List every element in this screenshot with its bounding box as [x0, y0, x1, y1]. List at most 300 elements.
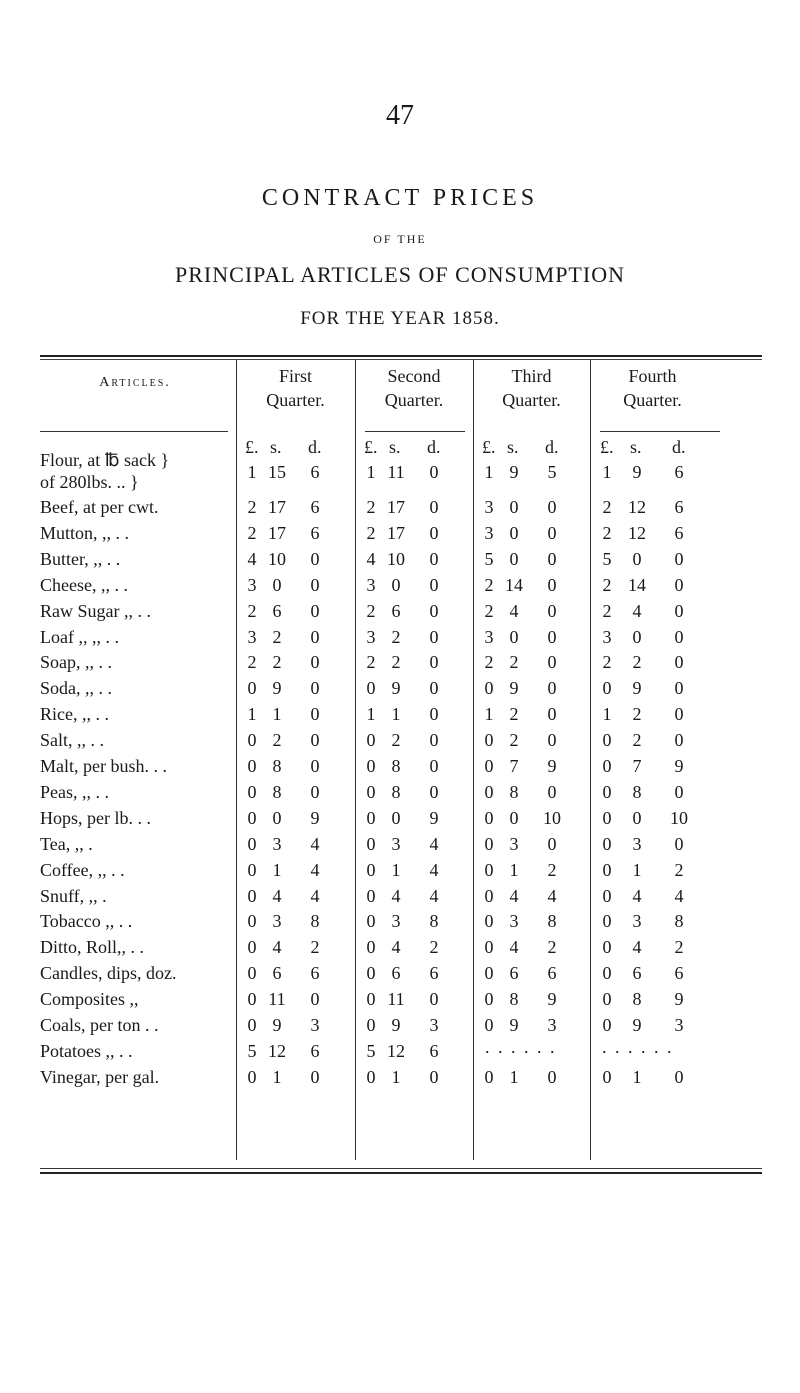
page-number: 47: [386, 100, 414, 131]
quarter-header-line2: Quarter.: [623, 390, 682, 410]
unit-label: d.: [672, 437, 686, 457]
price-cell: 0: [310, 1066, 320, 1087]
price-cell: 4: [509, 600, 519, 621]
row-label-continued: of 280lbs. .. }: [40, 472, 139, 492]
price-cell: 0: [366, 1015, 376, 1035]
price-cell: 9: [674, 756, 684, 776]
price-cell: 0: [547, 1066, 557, 1087]
price-cell: 9: [509, 462, 519, 482]
quarter-header-rule: [365, 431, 465, 432]
price-cell: 1: [272, 1066, 282, 1087]
price-cell: 4: [391, 937, 401, 958]
price-cell: 0: [632, 807, 642, 828]
price-cell: 0: [547, 600, 557, 621]
price-cell: 6: [429, 1040, 439, 1061]
price-cell: 0: [484, 859, 494, 880]
price-cell: 0: [632, 626, 642, 647]
price-cell: 4: [391, 885, 401, 906]
price-cell: 2: [272, 652, 282, 673]
price-cell: 2: [484, 600, 494, 621]
price-cell: 0: [310, 652, 320, 673]
price-cell: 9: [547, 989, 557, 1010]
title-contract-prices: CONTRACT PRICES: [261, 185, 539, 211]
price-cell: 14: [628, 574, 646, 595]
price-cell: 0: [674, 574, 684, 595]
price-cell: 2: [632, 704, 642, 725]
unit-label: £.: [245, 437, 259, 457]
price-cell: 0: [366, 1066, 376, 1087]
price-cell: 2: [391, 730, 401, 751]
price-cell: 3: [310, 1015, 320, 1035]
price-cell: 3: [632, 833, 642, 854]
price-cell: 11: [268, 989, 286, 1010]
quarter-header-line1: Third: [511, 366, 552, 386]
row-label: Hops, per lb. . .: [40, 807, 151, 828]
price-cell: 0: [310, 600, 320, 621]
price-cell: 0: [310, 781, 320, 802]
row-label: Candles, dips, doz.: [40, 963, 177, 984]
price-cell: 0: [247, 781, 257, 802]
price-cell: 2: [391, 652, 401, 673]
price-cell: 9: [632, 1015, 642, 1035]
price-cell: 0: [310, 548, 320, 569]
price-cell: 6: [310, 963, 320, 984]
articles-header-rule: [40, 431, 228, 432]
price-cell: 4: [632, 600, 642, 621]
price-cell: 0: [602, 859, 612, 880]
price-cell: 2: [484, 574, 494, 595]
price-cell: 1: [247, 704, 257, 725]
price-cell: 0: [247, 911, 257, 932]
row-label: Vinegar, per gal.: [40, 1066, 160, 1087]
price-cell: 0: [602, 730, 612, 751]
price-cell: 0: [272, 807, 282, 828]
price-cell: 0: [484, 730, 494, 751]
row-label: Peas, ,, . .: [40, 781, 109, 802]
unit-label: £.: [364, 437, 378, 457]
price-cell: 0: [674, 652, 684, 673]
price-cell: 2: [247, 497, 257, 517]
price-cell: 9: [509, 678, 519, 699]
price-cell: 0: [272, 574, 282, 595]
price-cell: 6: [547, 963, 557, 984]
price-cell: 1: [509, 859, 519, 880]
title-year: FOR THE YEAR 1858.: [300, 308, 500, 329]
price-cell: 0: [366, 911, 376, 932]
price-cell: 0: [391, 807, 401, 828]
price-cell: 0: [247, 730, 257, 751]
price-cell: 2: [632, 730, 642, 751]
price-cell: 0: [602, 885, 612, 906]
price-cell: 10: [543, 807, 561, 828]
price-cell: 11: [387, 462, 405, 482]
price-cell: 9: [391, 678, 401, 699]
price-cell: 4: [632, 885, 642, 906]
price-cell: 0: [366, 833, 376, 854]
table-bottom-rule-inner: [40, 1168, 762, 1169]
price-cell: 0: [602, 756, 612, 776]
price-cell: 2: [602, 574, 612, 595]
price-cell: 0: [484, 807, 494, 828]
unit-label: £.: [600, 437, 614, 457]
price-cell: 9: [391, 1015, 401, 1035]
price-cell: 1: [602, 704, 612, 725]
price-cell: 9: [632, 462, 642, 482]
price-cell: 3: [272, 833, 282, 854]
price-cell: 0: [674, 833, 684, 854]
price-cell: 2: [247, 600, 257, 621]
price-cell: 10: [670, 807, 688, 828]
price-cell: 8: [509, 989, 519, 1010]
price-cell: 1: [391, 704, 401, 725]
price-cell: 0: [247, 1066, 257, 1087]
price-cell: 0: [602, 937, 612, 958]
price-cell: 0: [484, 885, 494, 906]
price-cell: 3: [602, 626, 612, 647]
price-cell: 6: [674, 497, 684, 517]
price-cell: 3: [484, 522, 494, 543]
title-principal-articles: PRINCIPAL ARTICLES OF CONSUMPTION: [175, 262, 625, 287]
price-cell: 0: [366, 989, 376, 1010]
quarter-header: [590, 364, 715, 412]
price-cell: 0: [310, 756, 320, 776]
price-cell: 2: [247, 652, 257, 673]
row-label: Tea, ,, .: [40, 833, 93, 854]
price-cell: 2: [602, 600, 612, 621]
price-cell: 1: [366, 462, 376, 482]
price-cell: 0: [602, 678, 612, 699]
row-label: Ditto, Roll,, . .: [40, 937, 145, 958]
unit-label: s.: [270, 437, 282, 457]
price-cell: 17: [387, 497, 405, 517]
price-cell: 0: [366, 963, 376, 984]
price-cell: 0: [547, 522, 557, 543]
price-cell: 0: [429, 989, 439, 1010]
price-cell: 0: [484, 989, 494, 1010]
row-label: Cheese, ,, . .: [40, 574, 128, 595]
price-cell: 11: [387, 989, 405, 1010]
price-cell: 0: [247, 885, 257, 906]
price-cell: 9: [429, 807, 439, 828]
price-cell: 6: [632, 963, 642, 984]
price-cell: 0: [429, 730, 439, 751]
price-cell: 8: [509, 781, 519, 802]
row-label: Soda, ,, . .: [40, 678, 112, 699]
price-cell: 8: [310, 911, 320, 932]
price-cell: 1: [247, 462, 257, 482]
price-cell: 4: [674, 885, 684, 906]
price-cell: 0: [366, 885, 376, 906]
price-cell: 3: [547, 1015, 557, 1035]
price-cell: 0: [247, 756, 257, 776]
price-cell: 3: [391, 911, 401, 932]
price-cell: 6: [272, 963, 282, 984]
quarter-header: [473, 364, 590, 412]
price-cell: 0: [509, 497, 519, 517]
price-cell: 2: [310, 937, 320, 958]
price-cell: 3: [484, 626, 494, 647]
price-cell: 2: [674, 859, 684, 880]
price-cell: 14: [505, 574, 523, 595]
unit-label: s.: [389, 437, 401, 457]
price-cell: 0: [484, 756, 494, 776]
price-cell: 2: [602, 652, 612, 673]
row-label: Potatoes ,, . .: [40, 1040, 133, 1061]
price-cell: 0: [674, 626, 684, 647]
row-label: Soap, ,, . .: [40, 652, 112, 673]
price-cell: 0: [484, 1015, 494, 1035]
price-cell: 6: [391, 963, 401, 984]
price-cell: 1: [366, 704, 376, 725]
price-cell: 0: [602, 1066, 612, 1087]
price-cell: 0: [509, 548, 519, 569]
price-cell: 0: [247, 1015, 257, 1035]
price-cell: 10: [387, 548, 405, 569]
price-cell: 4: [509, 937, 519, 958]
price-cell: 0: [484, 1066, 494, 1087]
quarter-header: [355, 364, 473, 412]
quarter-header-line1: Second: [387, 366, 441, 386]
row-label: Loaf ,, ,, . .: [40, 626, 119, 647]
price-cell: 9: [632, 678, 642, 699]
price-cell: 3: [429, 1015, 439, 1035]
price-cell: 8: [632, 989, 642, 1010]
quarter-header-rule: [600, 431, 720, 432]
price-cell: 12: [387, 1040, 405, 1061]
price-cell: 0: [602, 781, 612, 802]
price-cell: 0: [509, 626, 519, 647]
price-cell: 4: [310, 885, 320, 906]
price-cell: 17: [387, 522, 405, 543]
price-cell: 0: [429, 600, 439, 621]
price-cell: 2: [366, 600, 376, 621]
price-cell: 0: [674, 1066, 684, 1087]
row-label: Flour, at ℔ sack }: [40, 450, 170, 470]
price-cell: 6: [674, 963, 684, 984]
price-cell: 0: [429, 678, 439, 699]
unit-label: d.: [545, 437, 559, 457]
price-cell: 0: [484, 937, 494, 958]
price-cell: 8: [272, 781, 282, 802]
price-cell: 0: [547, 833, 557, 854]
price-cell: 0: [674, 678, 684, 699]
price-cell: 0: [247, 989, 257, 1010]
price-cell: 1: [391, 859, 401, 880]
price-cell: 6: [674, 522, 684, 543]
column-divider: [590, 360, 591, 1160]
price-cell: 0: [366, 730, 376, 751]
price-cell: 0: [366, 756, 376, 776]
price-cell: 0: [247, 963, 257, 984]
price-cell: 0: [366, 859, 376, 880]
price-cell: 0: [429, 497, 439, 517]
price-cell: 7: [509, 756, 519, 776]
price-cell: 5: [484, 548, 494, 569]
price-cell: 0: [366, 781, 376, 802]
quarter-header-line1: Fourth: [628, 366, 677, 386]
price-cell: 4: [310, 833, 320, 854]
price-cell: 2: [366, 497, 376, 517]
title-of-the: OF THE: [373, 232, 427, 246]
price-cell: 1: [509, 1066, 519, 1087]
price-cell: 0: [602, 1015, 612, 1035]
price-cell: 0: [509, 522, 519, 543]
row-label: Coals, per ton . .: [40, 1015, 159, 1035]
price-cell: 0: [602, 963, 612, 984]
price-cell: 2: [547, 859, 557, 880]
price-cell: 0: [674, 781, 684, 802]
price-cell: 3: [247, 574, 257, 595]
price-cell: 4: [272, 937, 282, 958]
price-cell: 0: [602, 807, 612, 828]
price-cell: 6: [310, 497, 320, 517]
price-cell: 1: [272, 859, 282, 880]
price-cell: 3: [632, 911, 642, 932]
price-cell: 0: [429, 522, 439, 543]
price-cell: 0: [310, 730, 320, 751]
price-cell: 0: [547, 704, 557, 725]
price-cell: 2: [272, 730, 282, 751]
price-cell: 0: [547, 497, 557, 517]
price-cell: 1: [272, 704, 282, 725]
price-cell: 0: [547, 730, 557, 751]
price-cell: 6: [429, 963, 439, 984]
price-cell: 8: [391, 756, 401, 776]
price-cell: 0: [366, 807, 376, 828]
price-cell: 0: [602, 833, 612, 854]
price-cell: 4: [429, 885, 439, 906]
price-cell: 0: [602, 911, 612, 932]
price-cell: 2: [674, 937, 684, 958]
price-cell: 0: [674, 548, 684, 569]
quarter-header-line2: Quarter.: [502, 390, 561, 410]
missing-value: . . . . . .: [602, 1036, 674, 1057]
price-cell: 3: [272, 911, 282, 932]
price-cell: 0: [484, 911, 494, 932]
unit-label: s.: [507, 437, 519, 457]
price-cell: 8: [632, 781, 642, 802]
price-cell: 0: [547, 574, 557, 595]
price-cell: 0: [674, 704, 684, 725]
price-cell: 0: [484, 781, 494, 802]
price-cell: 2: [632, 652, 642, 673]
price-cell: 8: [674, 911, 684, 932]
price-cell: 3: [366, 626, 376, 647]
price-cell: 0: [429, 1066, 439, 1087]
price-cell: 0: [310, 626, 320, 647]
price-cell: 2: [484, 652, 494, 673]
price-cell: 2: [509, 730, 519, 751]
price-cell: 3: [674, 1015, 684, 1035]
price-cell: 5: [602, 548, 612, 569]
price-cell: 2: [366, 652, 376, 673]
price-cell: 2: [366, 522, 376, 543]
price-cell: 2: [429, 937, 439, 958]
price-cell: 6: [674, 462, 684, 482]
price-cell: 0: [547, 652, 557, 673]
price-cell: 10: [268, 548, 286, 569]
quarter-header-line1: First: [278, 366, 312, 386]
unit-label: d.: [427, 437, 441, 457]
price-cell: 0: [429, 704, 439, 725]
table-top-rule-inner: [40, 359, 762, 360]
price-cell: 0: [310, 678, 320, 699]
quarter-header: [236, 364, 355, 412]
price-cell: 2: [602, 497, 612, 517]
price-cell: 8: [429, 911, 439, 932]
price-cell: 4: [429, 833, 439, 854]
price-cell: 9: [674, 989, 684, 1010]
row-label: Raw Sugar ,, . .: [40, 600, 151, 621]
price-cell: 1: [391, 1066, 401, 1087]
price-cell: 8: [272, 756, 282, 776]
price-cell: 2: [391, 626, 401, 647]
price-cell: 4: [429, 859, 439, 880]
price-cell: 15: [268, 462, 286, 482]
row-label: Butter, ,, . .: [40, 548, 121, 569]
price-cell: 9: [272, 678, 282, 699]
price-cell: 0: [247, 807, 257, 828]
price-cell: 0: [547, 781, 557, 802]
price-cell: 6: [310, 462, 320, 482]
price-cell: 8: [391, 781, 401, 802]
price-cell: 0: [391, 574, 401, 595]
price-cell: 5: [366, 1040, 376, 1061]
price-cell: 0: [429, 756, 439, 776]
row-label: Snuff, ,, .: [40, 885, 107, 906]
price-cell: 0: [429, 626, 439, 647]
unit-label: s.: [630, 437, 642, 457]
price-cell: 3: [391, 833, 401, 854]
row-label: Mutton, ,, . .: [40, 522, 130, 543]
price-cell: 1: [484, 462, 494, 482]
price-cell: 0: [429, 781, 439, 802]
price-cell: 5: [247, 1040, 257, 1061]
row-label: Coffee, ,, . .: [40, 859, 125, 880]
price-cell: 0: [429, 462, 439, 482]
price-cell: 0: [547, 548, 557, 569]
price-cell: 6: [272, 600, 282, 621]
row-label: Salt, ,, . .: [40, 730, 105, 751]
price-cell: 17: [268, 522, 286, 543]
price-cell: 3: [366, 574, 376, 595]
price-cell: 9: [310, 807, 320, 828]
price-cell: 9: [509, 1015, 519, 1035]
price-cell: 0: [509, 807, 519, 828]
price-cell: 4: [547, 885, 557, 906]
price-cell: 3: [509, 911, 519, 932]
price-cell: 0: [310, 989, 320, 1010]
price-cell: 6: [310, 1040, 320, 1061]
price-cell: 3: [484, 497, 494, 517]
price-cell: 0: [429, 574, 439, 595]
price-cell: 0: [429, 548, 439, 569]
row-label: Tobacco ,, . .: [40, 911, 133, 932]
price-cell: 0: [484, 678, 494, 699]
row-label: Composites ,,: [40, 989, 139, 1010]
price-cell: 4: [310, 859, 320, 880]
price-cell: 0: [247, 833, 257, 854]
quarter-header-line2: Quarter.: [384, 390, 444, 410]
price-cell: 2: [272, 626, 282, 647]
missing-value: . . . . . .: [485, 1036, 557, 1057]
price-cell: 4: [632, 937, 642, 958]
price-cell: 17: [268, 497, 286, 517]
price-cell: 0: [310, 704, 320, 725]
price-cell: 2: [509, 652, 519, 673]
price-cell: 8: [547, 911, 557, 932]
price-cell: 12: [268, 1040, 286, 1061]
